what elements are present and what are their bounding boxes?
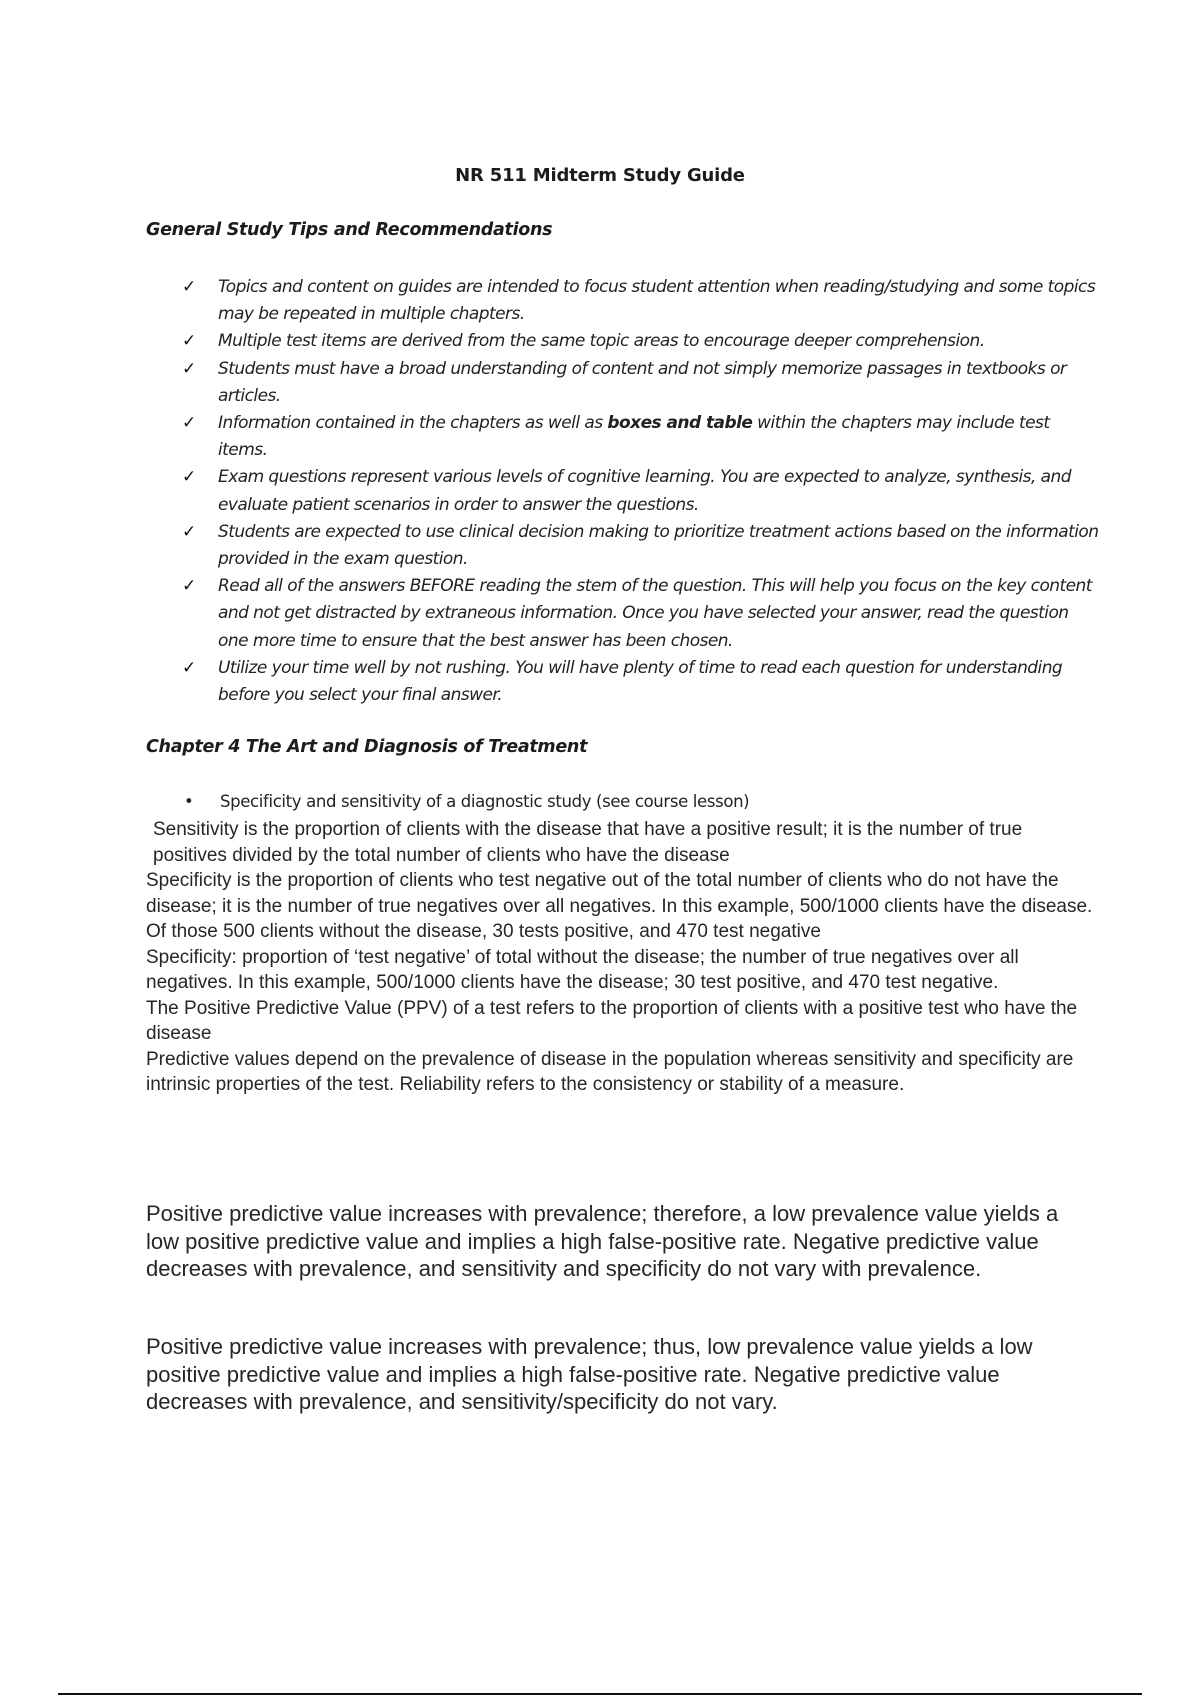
list-item [182,410,1102,464]
paragraph-predictive-values: Predictive values depend on the prevalence of disease in the population whereas sensitivity and specificity are intrinsic properties of the test. Reliability refers to the consistency or stability of a measure. [146,1048,1074,1095]
tip-text [218,328,1102,355]
tip-text [218,573,1102,655]
checkmark-icon: ✓ [182,413,196,434]
paragraph-prevalence-1: Positive predictive value increases with prevalence; therefore, a low prevalence value yields a low positive predictive value and implies a high false-positive rate. Negative predictive value decreases with prevalence, and sensitivity and specificity do not vary with prevalence. [146,1201,1059,1281]
list-item [182,328,1102,355]
tip-text-part: Students are expected to use clinical decision making to prioritize treatment actions based on the information provided in the exam question. [218,521,1099,570]
prevalence-note-1 [146,1200,1091,1283]
tip-text-part: within the chapters may include test items. [218,413,1050,461]
bullet-text: Specificity and sensitivity of a diagnostic study (see course lesson) [220,792,750,811]
tip-text [218,464,1102,518]
paragraph-ppv: The Positive Predictive Value (PPV) of a test refers to the proportion of clients with a positive test who have the disease [146,997,1078,1044]
checkmark-icon: ✓ [182,331,196,352]
tip-text-part: Students must have a broad understanding of content and not simply memorize passages in textbooks or articles. [218,358,1067,406]
checkmark-icon: ✓ [182,576,196,597]
tip-text-part: Exam questions represent various levels of cognitive learning. You are expected to analyze, synthesis, and evaluate patient scenarios in order to answer the questions. [218,467,1072,515]
list-item [182,573,1102,655]
chapter-4-notes [146,817,1096,1098]
list-item [182,464,1102,518]
checkmark-icon: ✓ [182,657,196,678]
section-heading-chapter-4: Chapter 4 The Art and Diagnosis of Treatment [146,737,588,757]
prevalence-note-2 [146,1333,1091,1416]
checkmark-icon: ✓ [182,358,196,379]
checkmark-icon: ✓ [182,521,196,542]
tip-text-part: Read all of the answers BEFORE reading the stem of the question. This will help you focus on the key content and not get distracted by extraneous information. Once you have selected your answer, read the question one more time to ensure that the best answer has been chosen. [218,576,1092,651]
footer-divider [58,1693,1142,1695]
tip-text-bold: boxes and table [607,413,753,434]
tip-text-part: Topics and content on guides are intended to focus student attention when reading/studying and some topics may be repeated in multiple chapters. [218,277,1096,325]
checkmark-icon: ✓ [182,467,196,488]
list-item [182,274,1102,328]
paragraph-prevalence-2: Positive predictive value increases with prevalence; thus, low prevalence value yields a low positive predictive value and implies a high false-positive rate. Negative predictive value decreases with prevalence, and sensitivity/specificity do not vary. [146,1334,1033,1414]
list-item [182,655,1102,709]
bullet-item [182,792,749,811]
paragraph-specificity-definition: Specificity: proportion of ‘test negative’ of total without the disease; the number of true negatives over all negatives. In this example, 500/1000 clients have the disease; 30 test positive, and 470 test negative. [146,946,1019,993]
tip-text-part: Information contained in the chapters as well as [218,413,608,434]
list-item [182,519,1102,573]
paragraph-sensitivity: Sensitivity is the proportion of clients with the disease that have a positive result; it is the number of true positives divided by the total number of clients who have the disease [153,819,1023,866]
tip-text [218,356,1102,410]
tip-text [218,519,1102,573]
tip-text-part: Multiple test items are derived from the same topic areas to encourage deeper comprehension. [218,331,985,352]
section-heading-study-tips: General Study Tips and Recommendations [146,220,553,240]
tip-text [218,655,1102,709]
checkmark-icon: ✓ [182,277,196,297]
list-item [182,356,1102,410]
document-title: NR 511 Midterm Study Guide [455,165,745,186]
study-tips-list [182,274,1102,709]
tip-text [218,410,1102,464]
paragraph-specificity: Specificity is the proportion of clients who test negative out of the total number of clients who do not have the disease; it is the number of true negatives over all negatives. In this example, 500/1000 clients have the disease. Of those 500 clients without the disease, 30 tests positive, and 470 test negative [146,870,1093,942]
bullet-icon: • [184,792,194,811]
tip-text [218,274,1102,328]
tip-text-part: Utilize your time well by not rushing. You will have plenty of time to read each question for understanding before you select your final answer. [218,657,1063,706]
